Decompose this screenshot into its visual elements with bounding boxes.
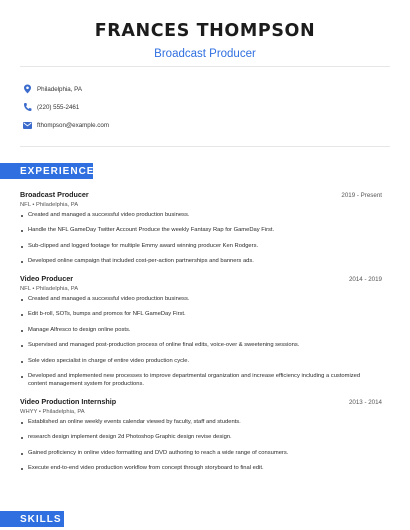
- bullet-item: research design implement design 2d Photoshop Graphic design revise design.: [20, 434, 382, 441]
- job-entry: [20, 397, 382, 473]
- bullet-continuation: content management system for productions.: [28, 380, 144, 387]
- bullet-item: Supervised and managed post-production process of online final edits, voice-over & sweetening sessions.: [20, 342, 382, 349]
- experience-section-header: EXPERIENCE: [0, 163, 93, 179]
- candidate-name: FRANCES THOMPSON: [94, 21, 316, 41]
- bullet-item: Sub-clipped and logged footage for multiple Emmy award winning producer Ken Rodgers.: [20, 243, 382, 250]
- bullet-item: Created and managed a successful video production business.: [20, 296, 382, 303]
- bullet-item: Manage Alfresco to design online posts.: [20, 327, 382, 334]
- job-dates: 2014 - 2019: [348, 276, 382, 283]
- job-bullets: [20, 419, 382, 473]
- bullet-item: Handle the NFL GameDay Twitter Account Produce the weekly Fantasy Rap for GameDay First.: [20, 227, 382, 234]
- location-text: Philadelphia, PA: [37, 85, 82, 93]
- job-title: Video Production Internship: [20, 397, 117, 406]
- job-org: WHYY • Philadelphia, PA: [20, 409, 85, 415]
- job-bullets: [20, 212, 382, 266]
- job-dates: 2019 - Present: [341, 192, 382, 199]
- job-dates: 2013 - 2014: [348, 399, 382, 406]
- bullet-item: Execute end-to-end video production workflow from concept through storyboard to final edit.: [20, 465, 382, 472]
- contact-divider: [20, 146, 390, 147]
- skills-section-header: SKILLS: [0, 511, 64, 527]
- email-text: fthompson@example.com: [37, 121, 109, 129]
- job-org: NFL • Philadelphia, PA: [20, 286, 79, 292]
- job-org: NFL • Philadelphia, PA: [20, 202, 79, 208]
- job-entry: [20, 274, 382, 388]
- bullet-item: Established an online weekly events calendar viewed by faculty, staff and students.: [20, 419, 382, 426]
- job-entry: [20, 190, 382, 266]
- contact-phone: [23, 102, 79, 112]
- bullet-item: Created and managed a successful video production business.: [20, 212, 382, 219]
- contact-location: [23, 84, 82, 94]
- job-title: Video Producer: [20, 274, 73, 283]
- bullet-item: Developed and implemented new processes to improve departmental organization and increase efficiency including a customized: [20, 373, 382, 380]
- job-title: Broadcast Producer: [20, 190, 89, 199]
- contact-email: [23, 120, 109, 130]
- bullet-item: Edit b-roll, SOTs, bumps and promos for NFL GameDay First.: [20, 311, 382, 318]
- resume-header: [0, 0, 410, 61]
- job-bullets: [20, 296, 382, 381]
- phone-icon: [23, 102, 32, 112]
- bullet-item: Gained proficiency in online video formatting and DVD authoring to reach a wide range of consumers.: [20, 450, 382, 457]
- map-pin-icon: [23, 84, 32, 94]
- bullet-item: Sole video specialist in charge of entire video production cycle.: [20, 358, 382, 365]
- header-divider: [20, 66, 390, 67]
- envelope-icon: [23, 120, 32, 130]
- candidate-title: Broadcast Producer: [154, 48, 256, 60]
- phone-text: (220) 555-2461: [37, 103, 80, 111]
- bullet-item: Developed online campaign that included cost-per-action partnerships and banners ads.: [20, 258, 382, 265]
